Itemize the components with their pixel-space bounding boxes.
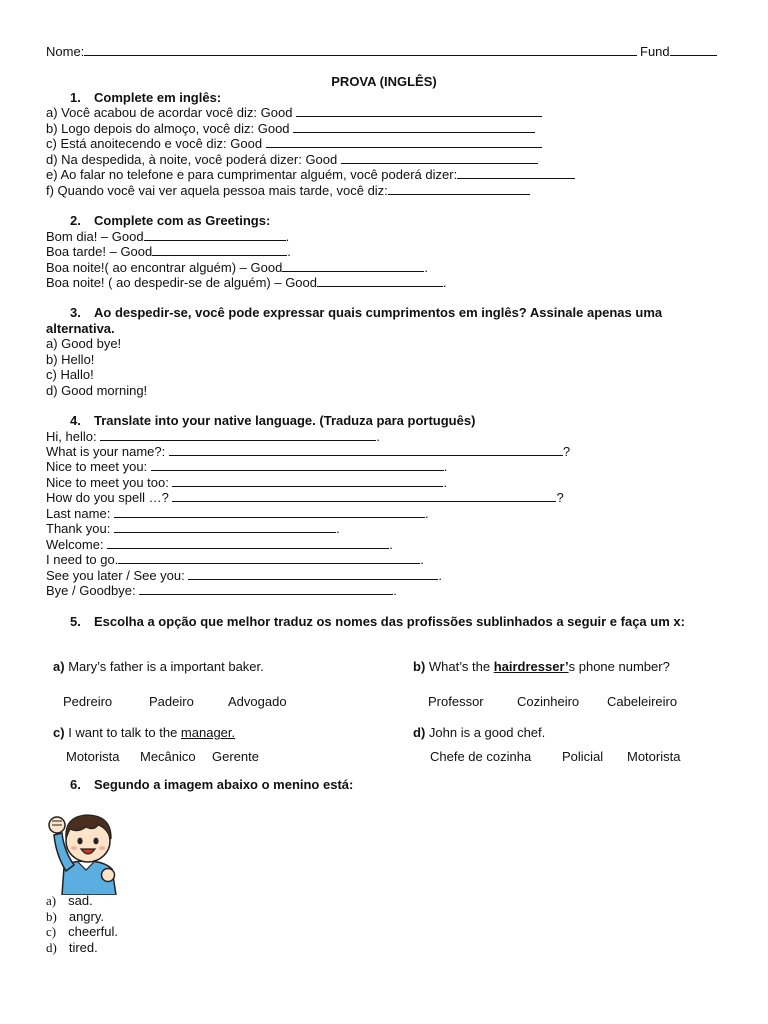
q4-item-ending: . <box>443 475 448 490</box>
q6-option-text: tired. <box>68 940 98 955</box>
q4-item-text: Hi, hello: <box>46 429 97 444</box>
q3-option-d[interactable]: d) Good morning! <box>46 383 148 398</box>
q1-number: 1. <box>70 90 81 105</box>
q4-item-ending: . <box>443 459 448 474</box>
q5b-text-after: s phone number? <box>568 659 670 674</box>
nome-label: Nome: <box>46 44 85 59</box>
q4-heading-text: Translate into your native language. (Traduza para português) <box>94 413 476 428</box>
q6-option-text: angry. <box>68 909 105 924</box>
q1-item-text: e) Ao falar no telefone e para cumprimentar alguém, você poderá dizer: <box>46 167 458 182</box>
answer-blank[interactable] <box>188 568 438 580</box>
q4-item <box>46 583 397 599</box>
q5d-sentence <box>413 725 545 741</box>
q4-item-text: What is your name?: <box>46 444 166 459</box>
q4-item-ending: . <box>438 568 443 583</box>
q5d-option-2[interactable]: Policial <box>562 749 604 764</box>
q4-item <box>46 521 340 537</box>
q1-item-text: f) Quando você vai ver aquela pessoa mais tarde, você diz: <box>46 183 388 198</box>
q1-item-c <box>46 136 542 152</box>
q6-option-letter: d) <box>46 940 57 955</box>
q4-item <box>46 429 380 445</box>
q5a-option-3[interactable]: Advogado <box>228 694 287 709</box>
q1-item-d <box>46 152 538 168</box>
q4-item-text: How do you spell …? <box>46 490 169 505</box>
q4-item <box>46 506 429 522</box>
answer-blank[interactable] <box>293 121 535 133</box>
q4-item-ending: ? <box>562 444 571 459</box>
q4-item <box>46 475 447 491</box>
answer-blank[interactable] <box>341 152 538 164</box>
q5b-option-1[interactable]: Professor <box>428 694 484 709</box>
answer-blank[interactable] <box>114 521 336 533</box>
q4-item-text: Welcome: <box>46 537 104 552</box>
q5c-option-2[interactable]: Mecânico <box>140 749 196 764</box>
q2-item-text: Boa tarde! – Good <box>46 244 153 259</box>
q5-heading <box>46 614 722 630</box>
fund-label: Fund <box>640 44 670 59</box>
q6-number: 6. <box>70 777 81 792</box>
q4-item-text: Bye / Goodbye: <box>46 583 136 598</box>
q1-item-text: c) Está anoitecendo e você diz: Good <box>46 136 263 151</box>
answer-blank[interactable] <box>172 475 443 487</box>
q4-item-ending: . <box>335 521 340 536</box>
answer-blank[interactable] <box>151 459 444 471</box>
q5d-letter: d) <box>413 725 426 740</box>
q5b-option-2[interactable]: Cozinheiro <box>517 694 580 709</box>
q5a-option-2[interactable]: Padeiro <box>149 694 194 709</box>
q4-item-ending: . <box>420 552 424 567</box>
q5-heading-text: Escolha a opção que melhor traduz os nomes das profissões sublinhados a seguir e faça um x: <box>94 614 685 629</box>
fund-blank[interactable] <box>670 44 717 56</box>
q4-item <box>46 537 393 553</box>
answer-blank[interactable] <box>107 537 389 549</box>
q5a-text: Mary’s father is a important baker. <box>68 659 264 674</box>
q6-option-letter: c) <box>46 924 57 939</box>
answer-blank[interactable] <box>118 552 420 564</box>
q5a-option-1[interactable]: Pedreiro <box>63 694 113 709</box>
q6-heading <box>46 777 722 793</box>
answer-blank[interactable] <box>266 136 542 148</box>
q5d-text: John is a good chef. <box>428 725 546 740</box>
answer-blank[interactable] <box>296 105 542 117</box>
q4-item-text: See you later / See you: <box>46 568 185 583</box>
q2-item: Boa noite!( ao encontrar alguém) – Good . <box>46 260 428 275</box>
q6-option-letter: a) <box>46 893 57 908</box>
q4-item-ending: . <box>393 583 397 598</box>
q5d-option-3[interactable]: Motorista <box>627 749 681 764</box>
q1-item-b <box>46 121 535 137</box>
cheerful-boy-illustration <box>42 805 128 895</box>
q4-item <box>46 459 447 475</box>
q6-option-letter: b) <box>46 909 57 924</box>
q4-item <box>46 490 564 506</box>
q5c-letter: c) <box>53 725 65 740</box>
answer-blank[interactable] <box>100 429 376 441</box>
q1-heading <box>46 90 722 106</box>
q1-item-text: b) Logo depois do almoço, você diz: Good <box>46 121 290 136</box>
q2-heading <box>46 213 722 229</box>
q5b-letter: b) <box>413 659 426 674</box>
fund-field[interactable] <box>640 44 717 60</box>
q3-number: 3. <box>70 305 81 320</box>
q5c-option-1[interactable]: Motorista <box>66 749 120 764</box>
q6-heading-text: Segundo a imagem abaixo o menino está: <box>94 777 354 792</box>
q4-item <box>46 552 424 568</box>
q6-option-b[interactable] <box>46 909 104 925</box>
q5c-sentence <box>53 725 235 741</box>
q2-item-text: Boa noite!( ao encontrar alguém) – Good <box>46 260 283 275</box>
q2-number: 2. <box>70 213 81 228</box>
nome-blank[interactable] <box>84 44 637 56</box>
answer-blank[interactable] <box>282 260 424 272</box>
answer-blank[interactable] <box>317 275 443 287</box>
answer-blank[interactable] <box>114 506 425 518</box>
q3-heading-text: Ao despedir-se, você pode expressar quais cumprimentos em inglês? Assinale apenas uma alternativa. <box>46 305 663 336</box>
q5b-option-3[interactable]: Cabeleireiro <box>607 694 678 709</box>
q2-item-text: Boa noite! ( ao despedir-se de alguém) – Good <box>46 275 318 290</box>
q6-option-text: cheerful. <box>68 924 118 939</box>
q5b-sentence <box>413 659 670 675</box>
answer-blank[interactable] <box>152 244 287 256</box>
q5c-underlined-word: manager. <box>180 725 236 740</box>
q1-heading-text: Complete em inglês: <box>94 90 222 105</box>
answer-blank[interactable] <box>457 167 575 179</box>
q5d-option-1[interactable]: Chefe de cozinha <box>430 749 532 764</box>
answer-blank[interactable] <box>172 490 556 502</box>
q2-item: Boa noite! ( ao despedir-se de alguém) – Good . <box>46 275 447 290</box>
q4-item <box>46 444 570 460</box>
q4-item <box>46 568 442 584</box>
q4-item-ending: ? <box>556 490 564 505</box>
q2-item-text: Bom dia! – Good <box>46 229 144 244</box>
q4-number: 4. <box>70 413 81 428</box>
q4-item-text: Thank you: <box>46 521 111 536</box>
answer-blank[interactable] <box>388 183 530 195</box>
nome-field[interactable] <box>46 44 637 60</box>
q4-item-text: Nice to meet you too: <box>46 475 169 490</box>
q4-item-text: Nice to meet you: <box>46 459 148 474</box>
q4-item-ending: . <box>424 506 429 521</box>
q4-item-ending: . <box>376 429 380 444</box>
q3-heading <box>46 305 722 336</box>
q2-heading-text: Complete com as Greetings: <box>94 213 271 228</box>
page-title: PROVA (INGLÊS) <box>331 74 437 89</box>
q5a-sentence <box>53 659 264 675</box>
q6-option-a[interactable] <box>46 893 93 909</box>
q5c-text-before: I want to talk to the <box>68 725 181 740</box>
q3-option-b[interactable]: b) Hello! <box>46 352 95 367</box>
q4-heading <box>46 413 722 429</box>
q5c-option-3[interactable]: Gerente <box>212 749 259 764</box>
answer-blank[interactable] <box>139 583 393 595</box>
answer-blank[interactable] <box>144 229 286 241</box>
q5a-letter: a) <box>53 659 65 674</box>
answer-blank[interactable] <box>169 444 563 456</box>
q2-item: Boa tarde! – Good . <box>46 244 291 259</box>
q5-number: 5. <box>70 614 81 629</box>
q5b-underlined-word: hairdresser’ <box>493 659 569 674</box>
q1-item-text: d) Na despedida, à noite, você poderá dizer: Good <box>46 152 338 167</box>
q1-item-f <box>46 183 530 199</box>
q1-item-text: a) Você acabou de acordar você diz: Good <box>46 105 293 120</box>
q4-item-ending: . <box>389 537 393 552</box>
q2-item: Bom dia! – Good . <box>46 229 290 244</box>
q1-item-e <box>46 167 575 183</box>
q5b-text-before: What’s the <box>428 659 494 674</box>
q4-item-text: I need to go. <box>46 552 119 567</box>
q3-option-a[interactable]: a) Good bye! <box>46 336 122 351</box>
q3-option-c[interactable]: c) Hallo! <box>46 367 94 382</box>
q6-option-text: sad. <box>68 893 93 908</box>
q1-item-a <box>46 105 542 121</box>
q6-option-c[interactable] <box>46 924 118 940</box>
q6-option-d[interactable] <box>46 940 98 956</box>
q4-item-text: Last name: <box>46 506 111 521</box>
